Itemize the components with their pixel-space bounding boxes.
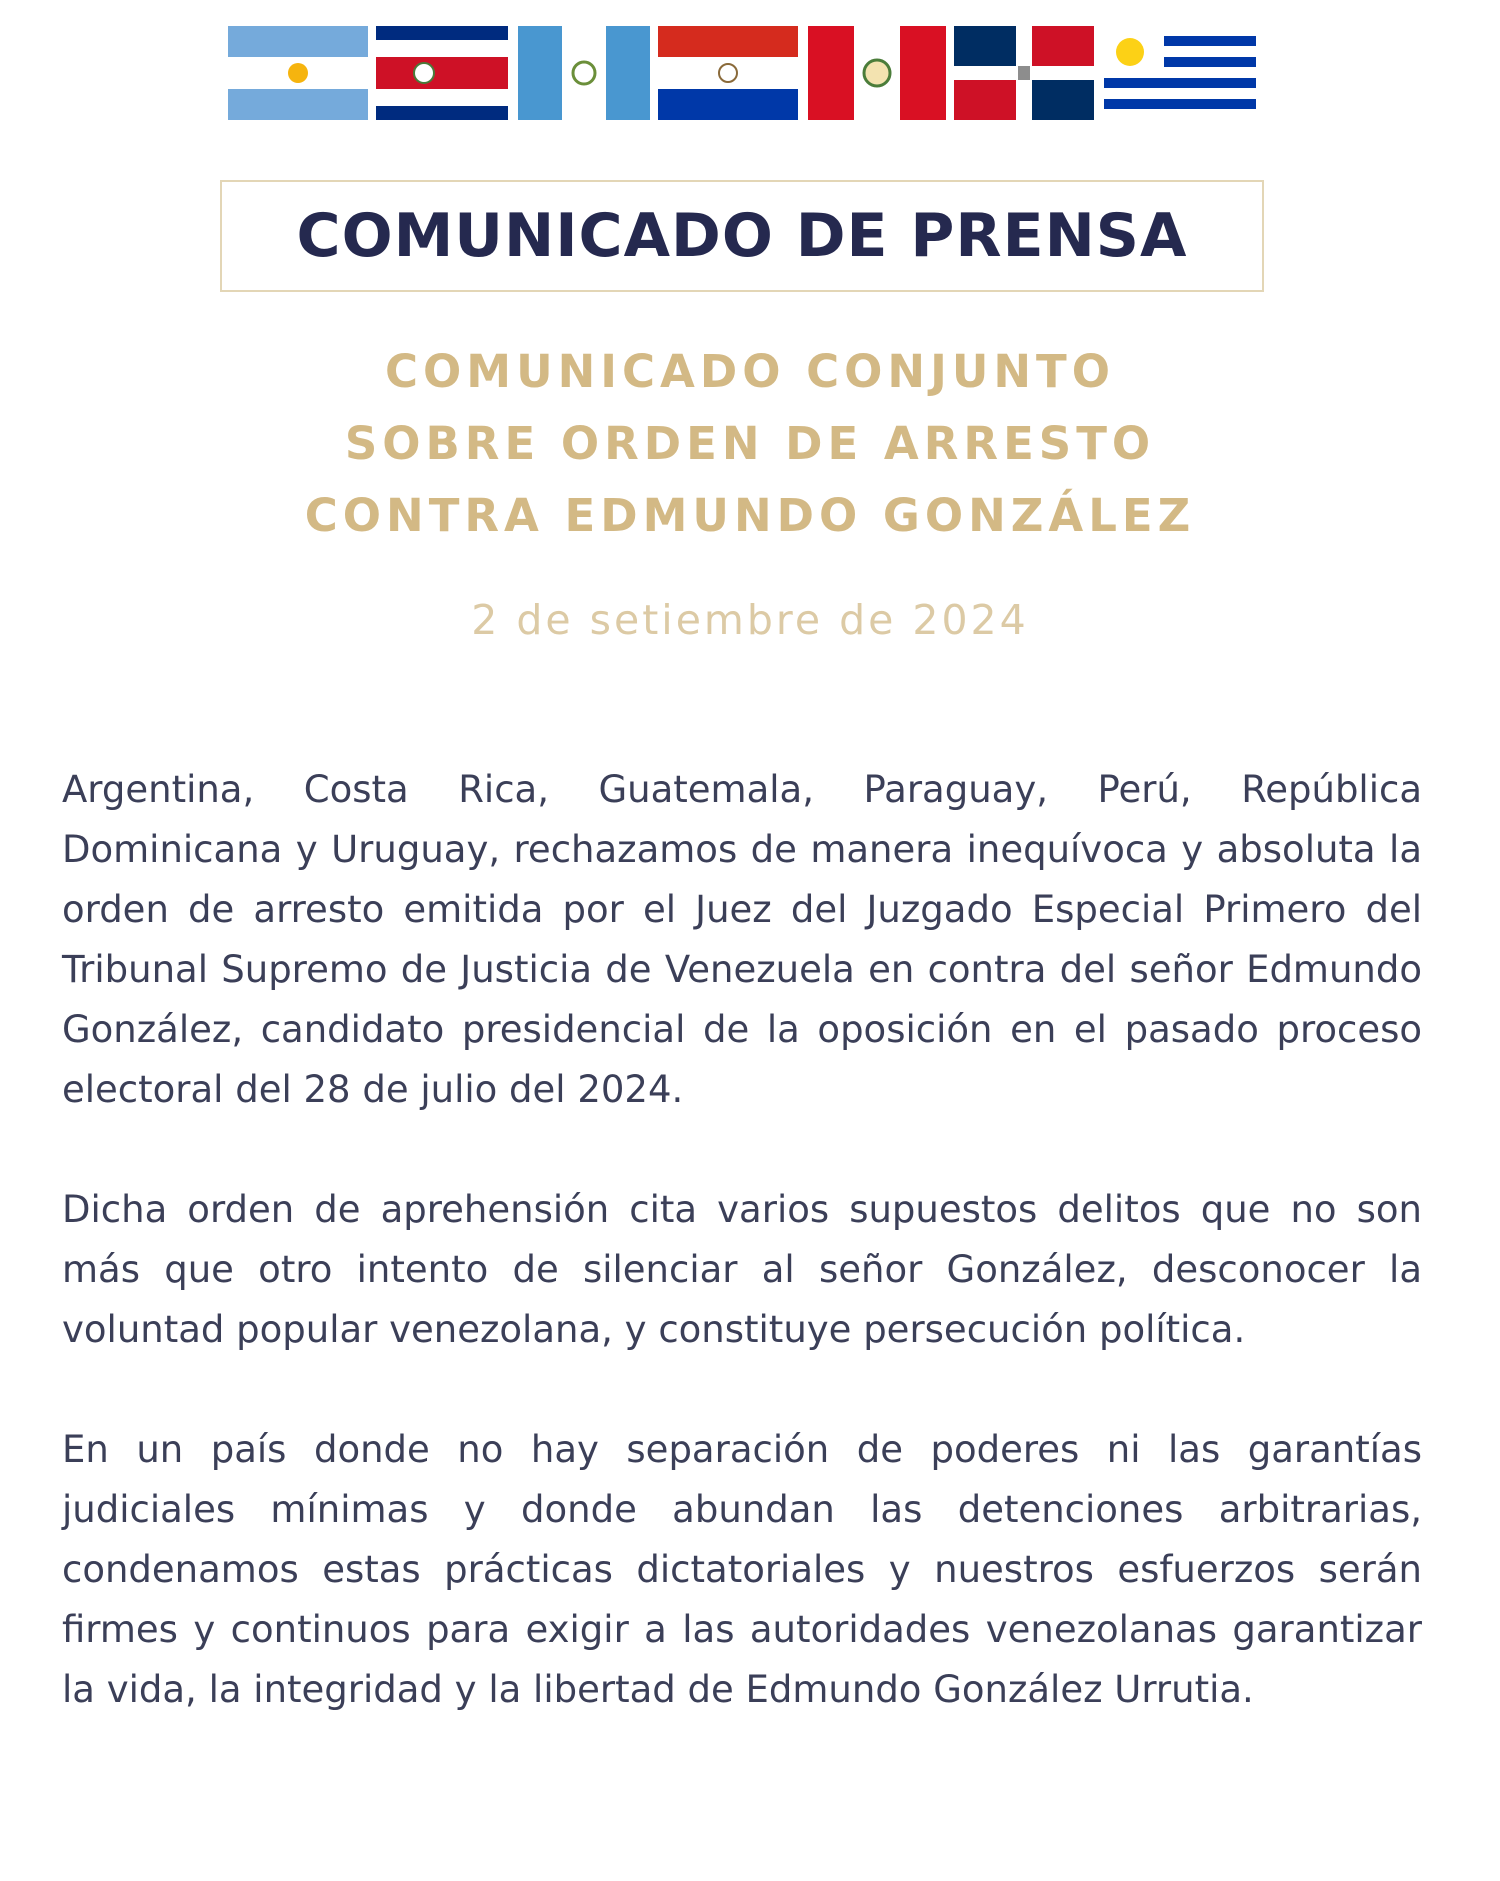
body-paragraph: Dicha orden de aprehensión cita varios supuestos delitos que no son más que otro intento de silenciar al señor González, desconocer la voluntad popular venezolana, y constituye persecución política. (62, 1188, 1422, 1351)
peru-flag-icon (808, 26, 946, 120)
release-body (62, 760, 1422, 1780)
body-paragraph: Argentina, Costa Rica, Guatemala, Paraguay, Perú, República Dominicana y Uruguay, rechazamos de manera inequívoca y absoluta la orden de arresto emitida por el Juez del Juzgado Especial Primero del Tribunal Supremo de Justicia de Venezuela en contra del señor Edmundo González, candidato presidencial de la oposición en el pasado proceso electoral del 28 de julio del 2024. (62, 768, 1422, 1111)
paraguay-flag-icon (658, 26, 798, 120)
title-line: SOBRE ORDEN DE ARRESTO (344, 417, 1156, 470)
headline: COMUNICADO DE PRENSA (296, 201, 1188, 271)
release-title (0, 336, 1500, 552)
title-line: CONTRA EDMUNDO GONZÁLEZ (304, 489, 1196, 542)
uruguay-flag-icon (1104, 26, 1256, 120)
flags-banner (228, 26, 1264, 120)
title-line: COMUNICADO CONJUNTO (385, 345, 1115, 398)
body-paragraph: En un país donde no hay separación de poderes ni las garantías judiciales mínimas y donde abundan las detenciones arbitrarias, condenamos estas prácticas dictatoriales y nuestros esfuerzos serán firmes y continuos para exigir a las autoridades venezolanas garantizar la vida, la integridad y la libertad de Edmundo González Urrutia. (62, 1428, 1422, 1711)
release-date: 2 de setiembre de 2024 (471, 596, 1029, 644)
costa-rica-flag-icon (376, 26, 508, 120)
argentina-flag-icon (228, 26, 368, 120)
guatemala-flag-icon (518, 26, 650, 120)
headline-box (220, 180, 1264, 292)
dominican-republic-flag-icon (954, 26, 1094, 120)
